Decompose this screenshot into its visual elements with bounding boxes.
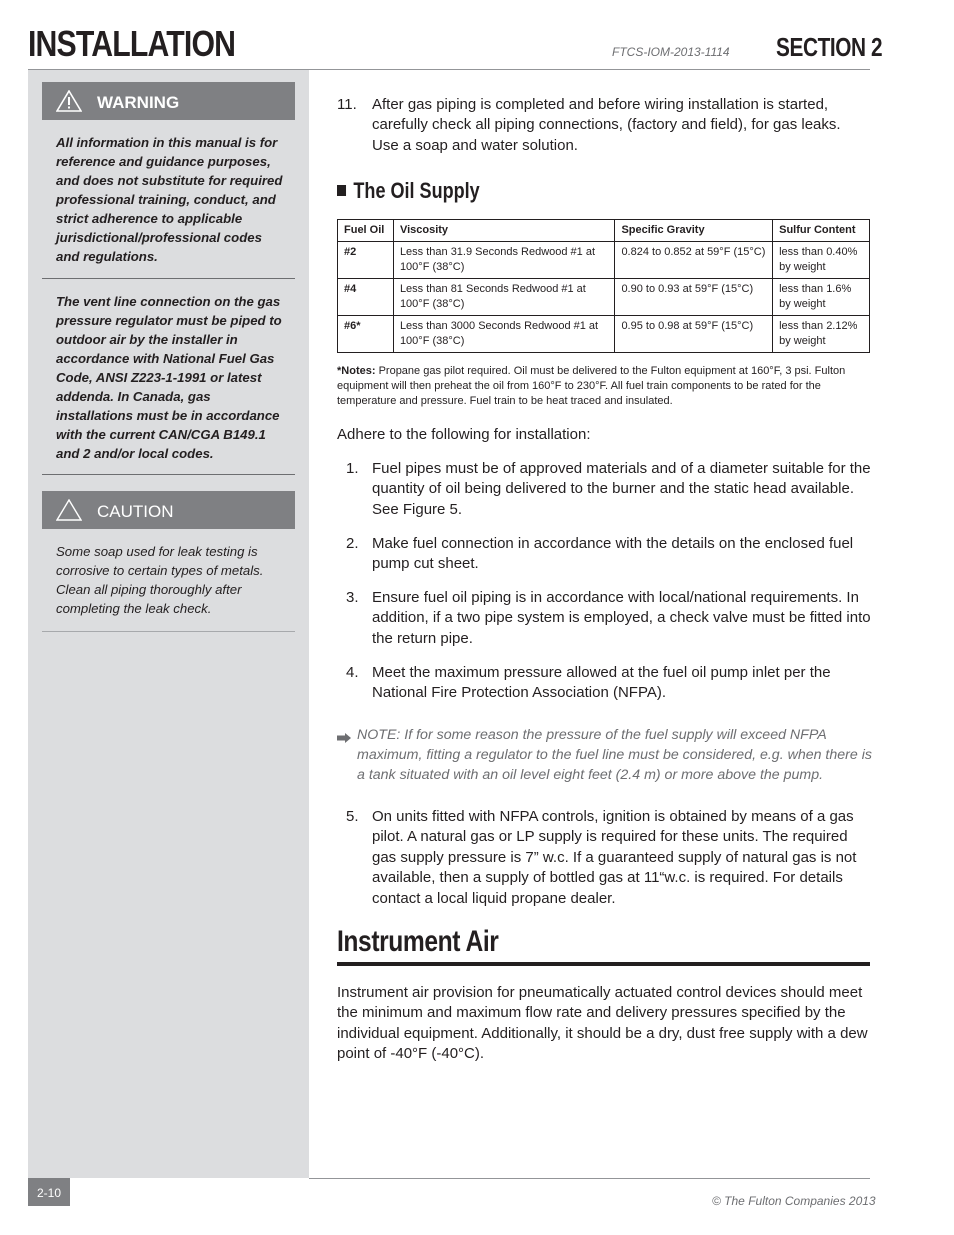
list-number: 11. [337, 96, 357, 113]
table-header-row [338, 220, 870, 242]
column-header: Sulfur Content [773, 220, 870, 242]
oil-supply-heading [337, 178, 480, 204]
column-header: Viscosity [393, 220, 615, 242]
warning-icon [56, 90, 82, 117]
table-cell: 0.95 to 0.98 at 59°F (15°C) [615, 316, 773, 353]
warning-label: WARNING [97, 93, 180, 112]
table-cell: 0.90 to 0.93 at 59°F (15°C) [615, 279, 773, 316]
table-cell: Less than 81 Seconds Redwood #1 at 100°F (38°C) [393, 279, 615, 316]
list-number: 4. [346, 664, 359, 681]
list-number: 5. [346, 808, 359, 825]
caution-label: CAUTION [97, 502, 174, 521]
instrument-air-heading: Instrument Air [337, 925, 499, 958]
table-cell: #2 [338, 242, 394, 279]
list-item-text: Ensure fuel oil piping is in accordance with local/national requirements. In addition, if a two pipe system is employed, a check valve must be fitted into the return pipe. [372, 589, 871, 647]
list-item-text: Meet the maximum pressure allowed at the fuel oil pump inlet per the National Fire Protection Association (NFPA). [372, 664, 831, 702]
table-row [338, 279, 870, 316]
caution-icon [56, 499, 82, 526]
table-cell: Less than 31.9 Seconds Redwood #1 at 100°F (38°C) [393, 242, 615, 279]
sidebar-divider [42, 278, 295, 279]
table-cell: #4 [338, 279, 394, 316]
list-item-text: Fuel pipes must be of approved materials and of a diameter suitable for the quantity of oil being delivered to the burner and the static head available. See Figure 5. [372, 460, 871, 518]
table-cell: Less than 3000 Seconds Redwood #1 at 100°F (38°C) [393, 316, 615, 353]
document-code: FTCS-IOM-2013-1114 [612, 45, 730, 59]
sidebar-divider [42, 474, 295, 475]
table-cell: less than 2.12% by weight [773, 316, 870, 353]
page-title: INSTALLATION [28, 23, 236, 64]
table-row [338, 242, 870, 279]
note-text: NOTE: If for some reason the pressure of the fuel supply will exceed NFPA maximum, fitting a regulator to the fuel line must be considered, e.g. when there is a tank situated with an oil level eight feet (2.4 m) or more above the pump. [357, 727, 872, 783]
column-header: Fuel Oil [338, 220, 394, 242]
note-arrow-icon [337, 730, 351, 748]
sidebar-divider [42, 631, 295, 632]
footer-divider [309, 1178, 870, 1179]
notes-text: Propane gas pilot required. Oil must be delivered to the Fulton equipment at 160°F, 3 psi. Fulton equipment will then preheat the oil from 160°F to 230°F. All fuel train components to be rated for the temperature and pressure. Fuel train to be heat traced and insulated. [337, 365, 846, 407]
notes-label: *Notes: [337, 365, 376, 377]
table-cell: 0.824 to 0.852 at 59°F (15°C) [615, 242, 773, 279]
list-item-text: Make fuel connection in accordance with the details on the enclosed fuel pump cut sheet. [372, 535, 854, 573]
heading-underline [337, 962, 870, 966]
bullet-square-icon [337, 185, 346, 196]
list-number: 3. [346, 589, 359, 606]
oil-spec-table [337, 219, 870, 353]
copyright: © The Fulton Companies 2013 [712, 1194, 876, 1208]
section-label: SECTION 2 [776, 32, 883, 62]
table-notes [337, 364, 870, 409]
page-number: 2-10 [28, 1178, 70, 1206]
caution-text: Some soap used for leak testing is corrosive to certain types of metals. Clean all piping thoroughly after completing the leak check. [56, 544, 264, 616]
list-number: 2. [346, 535, 359, 552]
oil-supply-heading-text: The Oil Supply [353, 178, 480, 203]
adhere-intro: Adhere to the following for installation: [337, 426, 591, 443]
warning-banner [42, 82, 295, 120]
column-header: Specific Gravity [615, 220, 773, 242]
instrument-air-text: Instrument air provision for pneumatically actuated control devices should meet the minimum and maximum flow rate and delivery pressures specified by the individual equipment. Additionally, it should be a dry, dust free supply with a dew point of -40°F (-40°C). [337, 984, 868, 1063]
list-item-text: On units fitted with NFPA controls, ignition is obtained by means of a gas pilot. A natural gas or LP supply is required for these units. The required gas supply pressure is 7” w.c. If a guaranteed supply of natural gas is not available, then a supply of bottled gas at 11“w.c. is required. For details contact a local liquid propane dealer. [372, 808, 857, 907]
table-row [338, 316, 870, 353]
caution-banner [42, 491, 295, 529]
table-cell: less than 1.6% by weight [773, 279, 870, 316]
warning-text-1: All information in this manual is for reference and guidance purposes, and does not substitute for required professional training, conduct, and strict adherence to applicable jurisdictional/professional codes and regulations. [56, 135, 283, 264]
table-cell: less than 0.40% by weight [773, 242, 870, 279]
warning-text-2: The vent line connection on the gas pressure regulator must be piped to outdoor air by the installer in accordance with National Fuel Gas Code, ANSI Z223-1-1991 or latest addenda. In Canada, gas installations must be in accordance with the current CAN/CGA B149.1 and 2 and/or local codes. [56, 294, 282, 461]
table-cell: #6* [338, 316, 394, 353]
list-item-text: After gas piping is completed and before wiring installation is started, carefully check all piping connections, (factory and field), for gas leaks. Use a soap and water solution. [372, 96, 841, 154]
list-number: 1. [346, 460, 359, 477]
